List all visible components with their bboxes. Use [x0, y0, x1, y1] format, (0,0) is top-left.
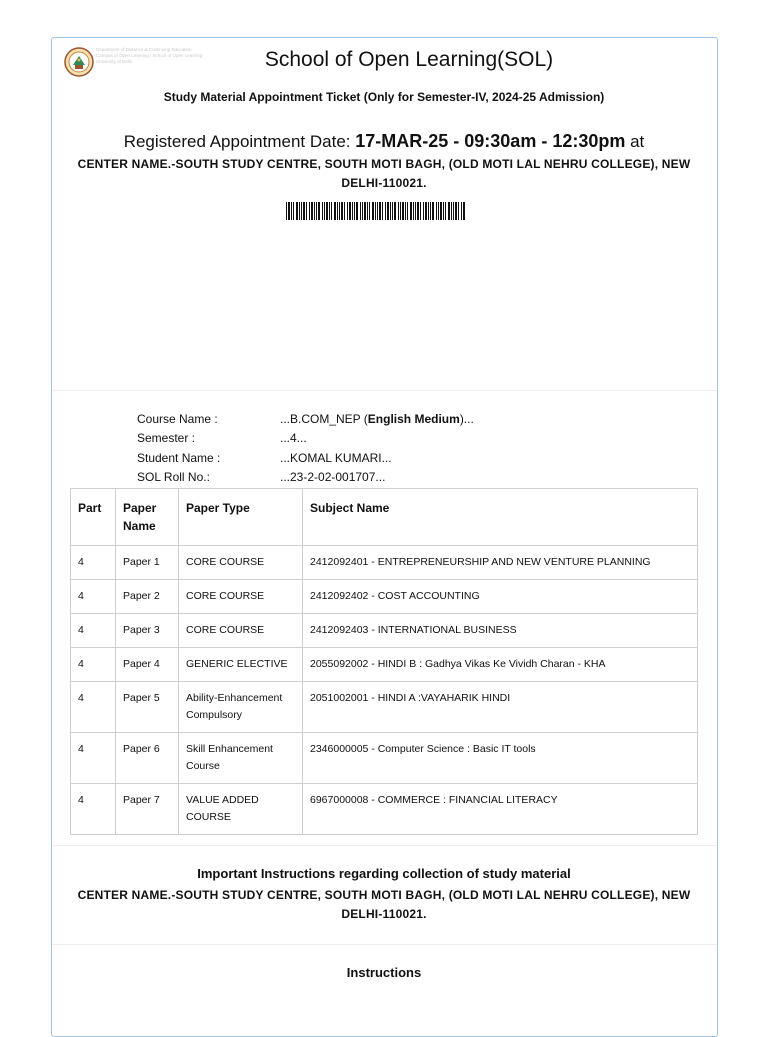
cell-subject: 6967000008 - COMMERCE : FINANCIAL LITERACY: [303, 784, 698, 835]
barcode-bar: [455, 202, 457, 220]
appointment-datetime: 17-MAR-25 - 09:30am - 12:30pm: [355, 131, 626, 151]
barcode-bar: [432, 202, 434, 220]
barcode-bar: [394, 202, 396, 220]
logo-line: University of Delhi: [96, 59, 133, 64]
barcode-bar: [379, 202, 381, 220]
cell-paper: Paper 2: [116, 580, 179, 614]
barcode-bar: [375, 202, 376, 220]
barcode-bar: [322, 202, 323, 220]
barcode-bar: [339, 202, 340, 220]
barcode-bar: [360, 202, 361, 220]
barcode-bar: [303, 202, 305, 220]
barcode-bar: [420, 202, 421, 220]
semester-value: ...4...: [280, 431, 307, 445]
cell-paper: Paper 6: [116, 733, 179, 784]
instructions-title: Important Instructions regarding collection of study material: [197, 866, 571, 881]
barcode-bar: [334, 202, 336, 220]
roll-value: ...23-2-02-001707...: [280, 470, 386, 484]
barcode-bar: [440, 202, 442, 220]
cell-part: 4: [71, 614, 116, 648]
cell-part: 4: [71, 733, 116, 784]
barcode-bar: [402, 202, 404, 220]
barcode-bar: [337, 202, 338, 220]
barcode-bar: [296, 202, 298, 220]
barcode-bar: [324, 202, 325, 220]
semester-label: Semester :: [137, 431, 196, 445]
cell-part: 4: [71, 784, 116, 835]
barcode-bar: [364, 202, 366, 220]
barcode-bar: [451, 202, 452, 220]
barcode-bar: [341, 202, 343, 220]
cell-subject: 2412092403 - INTERNATIONAL BUSINESS: [303, 614, 698, 648]
logo-line: Department of Distance & Continuing Education: [96, 47, 192, 52]
barcode-bar: [301, 202, 302, 220]
barcode-bar: [331, 202, 332, 220]
barcode-bar: [318, 202, 320, 220]
cell-subject: 2055092002 - HINDI B : Gadhya Vikas Ke Vividh Charan - KHA: [303, 648, 698, 682]
course-label: Course Name :: [137, 412, 218, 426]
appointment-suffix: at: [630, 132, 645, 151]
section-divider: [52, 944, 717, 945]
papers-table: [70, 488, 698, 835]
barcode-bar: [329, 202, 330, 220]
center-name: CENTER NAME.-SOUTH STUDY CENTRE, SOUTH MOTI BAGH, (OLD MOTI LAL NEHRU COLLEGE), NEW DELHI-110021.: [77, 157, 691, 190]
cell-part: 4: [71, 546, 116, 580]
barcode-bar: [352, 202, 353, 220]
barcode-bar: [387, 202, 389, 220]
barcode-bar: [291, 202, 292, 220]
barcode-bar: [445, 202, 446, 220]
header-paper-name: Paper Name: [116, 489, 179, 546]
barcode-bar: [400, 202, 401, 220]
cell-type: CORE COURSE: [179, 614, 303, 648]
barcode-bar: [311, 202, 313, 220]
table-row: [71, 580, 698, 614]
cell-part: 4: [71, 580, 116, 614]
cell-type: Skill Enhancement Course: [179, 733, 303, 784]
appointment-label: Registered Appointment Date:: [123, 132, 351, 151]
logo-line: Campus of Open Learning / School of Open Learning: [96, 53, 203, 58]
barcode-bar: [453, 202, 454, 220]
cell-paper: Paper 1: [116, 546, 179, 580]
cell-part: 4: [71, 682, 116, 733]
barcode-bar: [316, 202, 317, 220]
cell-paper: Paper 3: [116, 614, 179, 648]
barcode-bar: [354, 202, 355, 220]
instructions-heading: Instructions: [346, 965, 422, 980]
barcode-bar: [423, 202, 424, 220]
table-row: [71, 648, 698, 682]
ticket-subtitle: Study Material Appointment Ticket (Only for Semester-IV, 2024-25 Admission): [163, 90, 605, 104]
barcode-bar: [377, 202, 378, 220]
table-row: [71, 784, 698, 835]
barcode-bar: [448, 202, 450, 220]
barcode-bar: [349, 202, 351, 220]
table-row: [71, 546, 698, 580]
cell-type: CORE COURSE: [179, 580, 303, 614]
cell-type: GENERIC ELECTIVE: [179, 648, 303, 682]
course-value: ...B.COM_NEP (English Medium)...: [280, 412, 474, 426]
header-part: Part: [71, 489, 116, 546]
student-name-value: ...KOMAL KUMARI...: [280, 451, 392, 465]
barcode-bar: [436, 202, 437, 220]
barcode-bar: [417, 202, 419, 220]
header-subject-name: Subject Name: [303, 489, 698, 546]
table-row: [71, 614, 698, 648]
barcode-bar: [428, 202, 429, 220]
barcode-bar: [405, 202, 406, 220]
barcode-bar: [392, 202, 393, 220]
barcode-bar: [438, 202, 439, 220]
cell-part: 4: [71, 648, 116, 682]
barcode-bar: [382, 202, 383, 220]
barcode-bar: [385, 202, 386, 220]
barcode-bar: [326, 202, 328, 220]
cell-subject: 2346000005 - Computer Science : Basic IT tools: [303, 733, 698, 784]
cell-paper: Paper 4: [116, 648, 179, 682]
cell-paper: Paper 7: [116, 784, 179, 835]
barcode-bar: [463, 202, 465, 220]
table-row: [71, 682, 698, 733]
barcode-bar: [443, 202, 444, 220]
header-paper-type: Paper Type: [179, 489, 303, 546]
barcode-bar: [288, 202, 290, 220]
barcode-bar: [369, 202, 370, 220]
barcode-bar: [458, 202, 459, 220]
barcode-bar: [425, 202, 427, 220]
barcode-bar: [367, 202, 368, 220]
barcode-bar: [398, 202, 399, 220]
table-header-row: [71, 489, 698, 546]
student-name-label: Student Name :: [137, 451, 221, 465]
cell-subject: 2412092401 - ENTREPRENEURSHIP AND NEW VENTURE PLANNING: [303, 546, 698, 580]
barcode-bar: [286, 202, 287, 220]
barcode-bar: [430, 202, 431, 220]
barcode-bar: [356, 202, 358, 220]
barcode-bar: [347, 202, 348, 220]
barcode-bar: [293, 202, 294, 220]
instructions-center-name: CENTER NAME.-SOUTH STUDY CENTRE, SOUTH MOTI BAGH, (OLD MOTI LAL NEHRU COLLEGE), NEW DELHI-110021.: [77, 888, 691, 921]
cell-subject: 2412092402 - COST ACCOUNTING: [303, 580, 698, 614]
table-row: [71, 733, 698, 784]
barcode-bar: [413, 202, 414, 220]
section-divider: [52, 390, 717, 391]
roll-label: SOL Roll No.:: [137, 470, 210, 484]
cell-type: CORE COURSE: [179, 546, 303, 580]
barcode-bar: [372, 202, 374, 220]
cell-subject: 2051002001 - HINDI A :VAYAHARIK HINDI: [303, 682, 698, 733]
page-title: School of Open Learning(SOL): [264, 48, 554, 71]
barcode-bar: [299, 202, 300, 220]
cell-paper: Paper 5: [116, 682, 179, 733]
barcode-bar: [306, 202, 307, 220]
cell-type: VALUE ADDED COURSE: [179, 784, 303, 835]
barcode: [286, 202, 466, 220]
barcode-bar: [407, 202, 408, 220]
barcode-bar: [314, 202, 315, 220]
barcode-bar: [309, 202, 310, 220]
barcode-bar: [390, 202, 391, 220]
cell-type: Ability-Enhancement Compulsory: [179, 682, 303, 733]
section-divider: [52, 845, 717, 846]
barcode-bar: [410, 202, 412, 220]
barcode-bar: [344, 202, 345, 220]
appointment-line: [0, 131, 768, 152]
barcode-bar: [415, 202, 416, 220]
barcode-bar: [362, 202, 363, 220]
barcode-bar: [461, 202, 462, 220]
